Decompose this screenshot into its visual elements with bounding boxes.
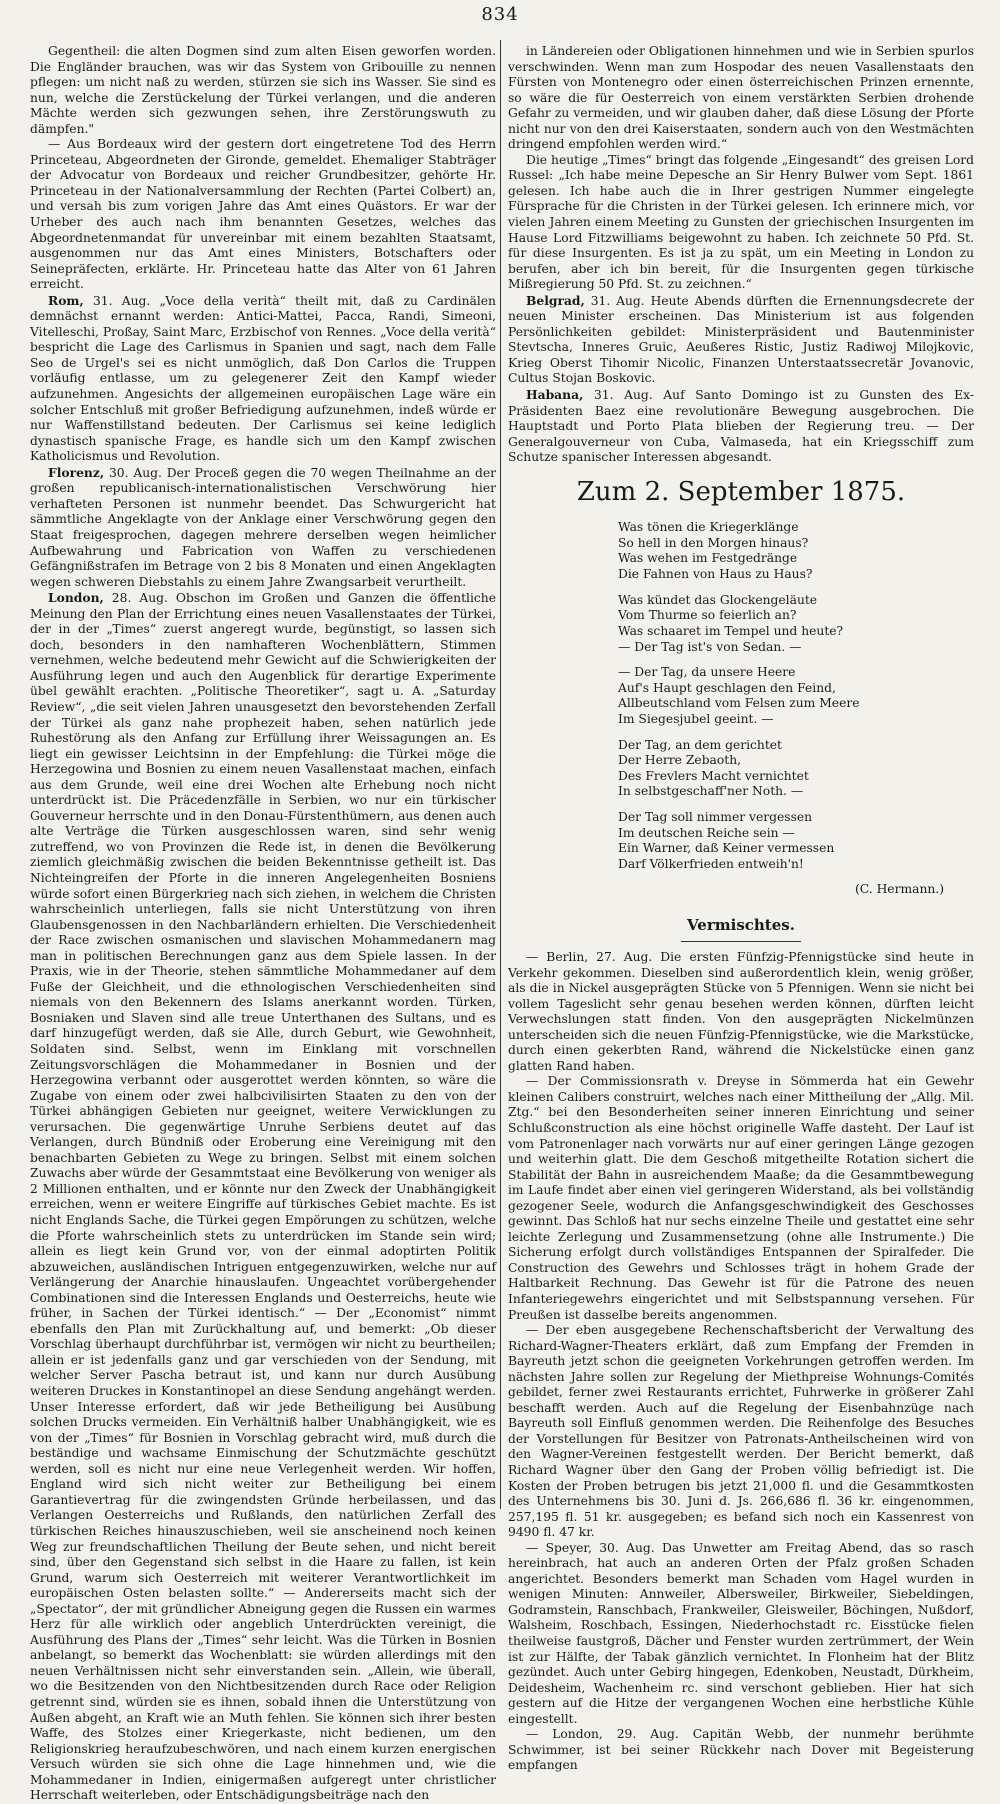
paragraph-text: — Der Commissionsrath v. Dreyse in Sömmerda hat ein Gewehr kleinen Calibers construirt, welches nach einer Mittheilung der „Allg. Mil. Ztg.“ bei den Besonderheiten seiner inneren Einrichtung und seiner Schlußconstruction als eine höchst originelle Waffe dasteht. Der Lauf ist vom Patronenlager nach vorwärts nur auf einer geringen Länge gezogen und weiterhin glatt. Die dem Geschoß mitgetheilte Rotation sichert die Stabilität der Bahn in ausreichendem Maaße; da die Gesammtbewegung im Laufe findet aber einen viel geringeren Widerstand, als bei vollständig gezogener Seele, wodurch die Anfangsgeschwindigkeit des Geschosses gewinnt. Das Schloß hat nur sechs einzelne Theile und gestattet eine sehr leichte Zerlegung und Zusammensetzung (ohne alle Instrumente.) Die Sicherung erfolgt durch vollständiges Entspannen der Spiralfeder. Die Construction des Gewehrs und Schlosses trägt in hohem Grade der Haltbarkeit Rechnung. Das Gewehr ist für die Patrone des neuen Infanteriegewehrs eingerichtet und mit Selbstspannung versehen. Für Preußen ist dasselbe bereits angenommen. bbox=[508, 1074, 974, 1322]
poem-line: Was tönen die Kriegerklänge bbox=[618, 520, 799, 535]
article-paragraph bbox=[508, 1541, 974, 1728]
paragraph-text: — Aus Bordeaux wird der gestern dort eingetretene Tod des Herrn Princeteau, Abgeordneten der Gironde, gemeldet. Ehemaliger Stabträger der Advocatur von Bordeaux und reicher Grundbesitzer, gehörte Hr. Princeteau in der Nationalversammlung der Rechten (Partei Colbert) an, und versah bis zum vorigen Jahre das Amt eines Quästors. Er war der Urheber des auch nach ihm benannten Gesetzes, welches das Abgeordnetenmandat für unvereinbar mit einem bezahlten Staatsamt, ausgenommen nur das Amt eines Ministers, Botschafters oder Seinepräfecten, erklärte. Hr. Princeteau hatte das Alter von 61 Jahren erreicht. bbox=[30, 137, 496, 292]
poem-stanza bbox=[618, 665, 974, 727]
poem-line: Was wehen im Festgedränge bbox=[618, 551, 798, 566]
right-column bbox=[508, 44, 974, 1773]
poem-line: So hell in den Morgen hinaus? bbox=[618, 535, 809, 550]
poem-stanza bbox=[618, 593, 974, 655]
poem-line: Ein Warner, daß Keiner vermessen bbox=[618, 841, 835, 856]
section-title: Vermischtes. bbox=[687, 916, 795, 934]
poem-author: (C. Hermann.) bbox=[854, 882, 944, 897]
left-column bbox=[30, 44, 496, 1803]
poem-line: Was schaaret im Tempel und heute? bbox=[618, 623, 844, 638]
paragraph-text: Gegentheil: die alten Dogmen sind zum alten Eisen geworfen worden. Die Engländer brauchen, was wir das System von Gribouille zu nennen pflegen: um nicht naß zu werden, stürzen sie sich ins Wasser. Sie sind es nun, welche die Zerstückelung der Türkei verlangen, und die anderen Mächte werden sich gezwungen sehen, ihre Zerstörungswuth zu dämpfen." bbox=[30, 44, 496, 136]
paragraph-text: 28. Aug. Obschon im Großen und Ganzen die öffentliche Meinung den Plan der Errichtung eines neuen Vasallenstaates der Türkei, der in der „Times“ zuerst angeregt wurde, begünstigt, so lassen sich doch, besonders in den namhafteren Wochenblättern, Stimmen vernehmen, welche bedeutend mehr Gewicht auf die Schwierigkeiten der Ausführung legen und auch den Augenblick für derartige Experimente übel gewählt erachten. „Politische Theoretiker“, sagt u. A. „Saturday Review“, „die seit vielen Jahren unausgesetzt den bevorstehenden Zerfall der Türkei als ganz nahe prophezeit haben, sehen natürlich jede Ruhestörung als den Anfang zur Erfüllung ihrer Weissagungen an. Es liegt ein gewisser Leichtsinn in der Empfehlung: die Türkei möge die Herzegowina und Bosnien zu einem neuen Vasallenstaat machen, einfach aus dem Grunde, weil eine drei Wochen alte Erhebung noch nicht unterdrückt ist. Die Präcedenzfälle in Serbien, wo nur ein türkischer Gouverneur herrschte und in den Donau-Fürstenthümern, aus denen auch alte Verträge die Türken ausgeschlossen waren, sind sehr wenig zutreffend, wo von Provinzen die Rede ist, in denen die Bevölkerung ziemlich gleichmäßig zwischen die beiden Bekenntnisse getheilt ist. Das Nichteingreifen der Pforte in die inneren Angelegenheiten Bosniens würde sofort einen Bürgerkrieg nach sich ziehen, in welchem die Christen wahrscheinlich unterliegen, falls sie nicht Unterstützung von ihren Glaubensgenossen in den Nachbarländern erhielten. Die Verschiedenheit der Race zwischen osmanischen und slavischen Mohammedanern mag man in politischen Berechnungen ganz aus dem Spiele lassen. In der Praxis, wie in der Theorie, stehen sämmtliche Mohammedaner auf dem Fuße der Gleichheit, und die ethnologischen Verschiedenheiten sind niemals von den Bekennern des Islams anerkannt worden. Türken, Bosniaken und Slaven sind alle treue Unterthanen des Sultans, und es darf hinzugefügt werden, daß sie Alle, durch Geburt, wie Gewohnheit, Soldaten sind. Selbst, wenn im Einklang mit vorschnellen Zeitungsvorschlägen die Mohammedaner in Bosnien und der Herzegowina verbannt oder ausgerottet werden könnten, so wäre die Zugabe von einem oder zwei halbcivilisirten Staaten zu den von der Türkei abhängigen Gebieten nur geeignet, weitere Verwicklungen zu verursachen. Die gegenwärtige Unruhe Serbiens deutet auf das Verlangen, durch Bündniß oder Eroberung eine Vereinigung mit den benachbarten Gebieten zu Wege zu bringen. Selbst mit einem solchen Zuwachs aber würde der Gesammtstaat eine Bevölkerung von weniger als 2 Millionen enthalten, und er könnte nur den Zweck der Unabhängigkeit erreichen, wenn er weitere Eingriffe auf türkisches Gebiet machte. Es ist nicht Englands Sache, die Türkei gegen Empörungen zu schützen, welche die Pforte wahrscheinlich stets zu unterdrücken im Stande sein wird; allein es liegt kein Grund vor, von der einmal adoptirten Politik abzuweichen, ausländischen Intriguen entgegenzuwirken, welche nur auf Verlängerung der Anarchie hinauslaufen. Ungeachtet vorübergehender Combinationen sind die Interessen Englands und Oesterreichs, heute wie früher, in Sachen der Türkei identisch.“ — Der „Economist“ nimmt ebenfalls den Plan mit Zurückhaltung auf, und bemerkt: „Ob dieser Vorschlag überhaupt durchführbar ist, vermögen wir nicht zu beurtheilen; allein er ist jedenfalls ganz und gar verschieden von der Sendung, mit welcher Server Pascha betraut ist, und kann nur durch Ausübung weiteren Druckes in Konstantinopel an diese Sendung angehängt werden. Unser Interesse erfordert, daß wir jede Betheiligung bei Ausübung solchen Drucks vermeiden. Ein Verhältniß halber Unabhängigkeit, wie es von der „Times“ für Bosnien in Vorschlag gebracht wird, muß durch die beständige und wachsame Einmischung der Schutzmächte geschützt werden, soll es nicht nur eine neue Verlegenheit werden. Wir hoffen, England wird sich nicht weiter zur Betheiligung bei einem Garantievertrag für die zwingendsten Gründe herbeilassen, und das Verlangen Oesterreichs und Rußlands, den natürlichen Zerfall des türkischen Reiches hinauszuschieben, weil sie anscheinend noch keinen Weg zur freundschaftlichen Theilung der Beute sehen, und nicht bereit sind, über den Gegenstand sich selbst in die Haare zu fallen, ist kein Grund, warum sich Oesterreich mit weiterer Verantwortlichkeit im europäischen Osten belasten sollte.“ — Andererseits macht sich der „Spectator“, der mit gründlicher Abneigung gegen die Russen ein warmes Herz für alle wirklich oder angeblich Unterdrückten vereinigt, die Ausführung des Plans der „Times“ sehr leicht. Was die Türken in Bosnien anbelangt, so bemerkt das Wochenblatt: sie würden allerdings mit den neuen Verhältnissen nicht sehr einverstanden sein. „Allein, wie überall, wo die Besitzenden von den Nichtbesitzenden durch Race oder Religion getrennt sind, würden sie es ihnen, sobald ihnen die Unterstützung von Außen abgeht, an Kraft wie an Muth fehlen. Sie können sich ihrer besten Waffe, des Stolzes einer Kriegerkaste, nicht bedienen, um den Religionskrieg heraufzubeschwören, und nach einem kurzen energischen Versuch würden sie sich ohne die Lage hinnehmen und, wie die Mohammedaner in Indien, einigermaßen aufgeregt unter christlicher Herrschaft weiterleben, oder Entschädigungsbeiträge nach den bbox=[30, 591, 496, 1803]
poem-title: Zum 2. September 1875. bbox=[576, 476, 906, 507]
poem-line: Im Siegesjubel geeint. — bbox=[618, 711, 774, 726]
poem bbox=[508, 520, 974, 872]
paragraph-text: — Berlin, 27. Aug. Die ersten Fünfzig-Pfennigstücke sind heute in Verkehr gekommen. Dieselben sind außerordentlich klein, wenig größer, als die in Nickel ausgeprägten Stücke von 5 Pfennigen. Wenn sie nicht bei vollem Tageslicht sehr genau besehen werden können, dürften leicht Verwechslungen statt finden. Von den ausgeprägten Nickelmünzen unterscheiden sich die neuen Fünfzig-Pfennigstücke, wie die Markstücke, durch einen gekerbten Rand, während die Nickelstücke einen ganz glatten Rand haben. bbox=[508, 949, 974, 1073]
poem-line: In selbstgeschaff'ner Noth. — bbox=[618, 784, 804, 799]
poem-line: Vom Thurme so feierlich an? bbox=[618, 608, 797, 623]
page-number: 834 bbox=[481, 4, 519, 25]
poem-line: Was kündet das Glockengeläute bbox=[618, 592, 818, 607]
paragraph-text: — Speyer, 30. Aug. Das Unwetter am Freitag Abend, das so rasch hereinbrach, hat auch an anderen Orten der Pfalz großen Schaden angerichtet. Besonders bemerkt man Schaden vom Hagel wurden in wenigen Minuten: Annweiler, Albersweiler, Birkweiler, Siebeldingen, Godramstein, Ranschbach, Frankweiler, Gleisweiler, Böchingen, Nußdorf, Walsheim, Roschbach, Essingen, Niederhochstadt rc. Eisstücke fielen theilweise faustgroß, Dächer und Fenster wurden zertrümmert, der Wein ist zur Hälfte, der Tabak gänzlich vernichtet. In Flonheim hat der Blitz gezündet. Auch unter Gebirg hingegen, Edenkoben, Neustadt, Dürkheim, Deidesheim, Wachenheim rc. sind verschont geblieben. Hier hat sich gestern auf die Hitze der vergangenen Wochen eine herbstliche Kühle eingestellt. bbox=[508, 1540, 974, 1726]
paragraph-text: — Der eben ausgegebene Rechenschaftsbericht der Verwaltung des Richard-Wagner-Theaters erklärt, daß zum Empfang der Fremden in Bayreuth jetzt schon die geeigneten Vorkehrungen getroffen werden. Im nächsten Jahre sollen zur Regelung der Miethpreise Wohnungs-Comités gebildet, ferner zwei Restaurants errichtet, Fuhrwerke in größerer Zahl beschafft werden. Auch auf die Regelung der Eisenbahnzüge nach Bayreuth soll Einfluß genommen werden. Die Reihenfolge des Besuches der Vorstellungen für Besitzer von Patronats-Antheilscheinen wird von den Wagner-Vereinen festgestellt werden. Der Bericht bemerkt, daß Richard Wagner über den Gang der Proben völlig befriedigt ist. Die Kosten der Proben betrugen bis jetzt 21,000 fl. und die Gesammtkosten des Unternehmens bis 30. Juni d. Js. 266,686 fl. 36 kr. eingenommen, 257,195 fl. 51 kr. ausgegeben; es befand sich noch ein Kassenrest von 9490 fl. 47 kr. bbox=[508, 1323, 974, 1540]
paragraph-text: 31. Aug. „Voce della verità“ theilt mit, daß zu Cardinälen demnächst ernannt werden: Antici-Mattei, Pacca, Randi, Simeoni, Vitelleschi, Proßay, Saint Marc, Erzbischof von Rennes. „Voce della verità“ bespricht die Lage des Carlismus in Spanien und sagt, nach dem Falle Seo de Urgel's sei es nicht unmöglich, daß Don Carlos die Truppen vorläufig entlasse, um zu gelegenerer Zeit den Kampf wieder aufzunehmen. Angesichts der allgemeinen europäischen Lage wäre ein solcher Entschluß mit großer Befriedigung aufzunehmen, indeß würde er nur Waffenstillstand bedeuten. Der Carlismus sei keine lediglich dynastisch spanische Frage, es handle sich um den Kampf zwischen Katholicismus und Revolution. bbox=[30, 293, 496, 464]
column-divider bbox=[500, 40, 501, 1509]
poem-line: Der Tag, an dem gerichtet bbox=[618, 737, 782, 752]
poem-line: Im deutschen Reiche sein — bbox=[618, 825, 795, 840]
article-paragraph bbox=[508, 950, 974, 1074]
dateline-place: Rom, bbox=[48, 292, 84, 308]
poem-line: — Der Tag, da unsere Heere bbox=[618, 665, 796, 680]
poem-stanza bbox=[618, 520, 974, 582]
paragraph-text: in Ländereien oder Obligationen hinnehmen und wie in Serbien spurlos verschwinden. Wenn man zum Hospodar des neuen Vasallenstaats den Fürsten von Montenegro oder einen österreichischen Prinzen ernennte, so wäre die für Oesterreich von einem verstärkten Serbien drohende Gefahr zu vermeiden, und wir glauben daher, daß diese Lösung der Pforte nicht nur von den drei Kaiserstaaten, sondern auch von den Westmächten dringend empfohlen werden wird.“ bbox=[508, 44, 974, 152]
poem-line: Des Frevlers Macht vernichtet bbox=[618, 768, 809, 783]
poem-line: Der Tag soll nimmer vergessen bbox=[618, 810, 813, 825]
poem-line: Die Fahnen von Haus zu Haus? bbox=[618, 567, 813, 582]
article-paragraph bbox=[508, 293, 974, 387]
paragraph-text: 30. Aug. Der Proceß gegen die 70 wegen Theilnahme an der großen republicanisch-internationalistischen Verschwörung hier verhafteten Personen ist nunmehr beendet. Das Schwurgericht hat sämmtliche Angeklagte von der Anklage einer Verschwörung gegen den Staat freigesprochen, dagegen mehrere derselben wegen heimlicher Aufbewahrung und Fabrication von Waffen zu verschiedenen Gefängnißstrafen im Betrage von 2 bis 8 Monaten und einen Angeklagten wegen schweren Diebstahls zu einem Jahre Zwangsarbeit verurtheilt. bbox=[30, 465, 496, 589]
poem-line: Auf's Haupt geschlagen den Feind, bbox=[618, 680, 836, 695]
article-paragraph bbox=[30, 293, 496, 465]
paragraph-text: 31. Aug. Auf Santo Domingo ist zu Gunsten des Ex-Präsidenten Baez eine revolutionäre Bewegung ausgebrochen. Die Hauptstadt und Porto Plata blieben der Regierung treu. — Der Generalgouverneur von Cuba, Valmaseda, hat ein Kriegsschiff zum Schutze spanischer Interessen abgesandt. bbox=[508, 388, 974, 465]
paragraph-text: 31. Aug. Heute Abends dürften die Ernennungsdecrete der neuen Minister erscheinen. Das Ministerium ist aus folgenden Persönlichkeiten gebildet: Ministerpräsident und Bautenminister Stevtscha, Inneres Gruic, Aeußeres Ristic, Justiz Radiwoj Milojkovic, Krieg Oberst Tihomir Nicolic, Finanzen Unterstaatssecretär Jovanovic, Cultus Stojan Boskovic. bbox=[508, 293, 974, 386]
article-paragraph bbox=[508, 1727, 974, 1774]
article-paragraph bbox=[508, 1323, 974, 1541]
dateline-place: Belgrad, bbox=[526, 292, 585, 308]
article-paragraph bbox=[508, 1074, 974, 1323]
article-paragraph bbox=[30, 44, 496, 137]
article-paragraph bbox=[30, 465, 496, 590]
poem-stanza bbox=[618, 738, 974, 800]
poem-line: — Der Tag ist's von Sedan. — bbox=[618, 639, 802, 654]
article-paragraph bbox=[508, 44, 974, 153]
dateline-place: Habana, bbox=[526, 387, 584, 403]
section-rule bbox=[681, 941, 801, 942]
poem-line: Darf Völkerfrieden entweih'n! bbox=[618, 856, 804, 871]
news-block-bottom bbox=[508, 950, 974, 1774]
paragraph-text: — London, 29. Aug. Capitän Webb, der nunmehr berühmte Schwimmer, ist bei seiner Rückkehr nach Dover mit Begeisterung empfangen bbox=[508, 1727, 974, 1773]
article-paragraph bbox=[508, 387, 974, 466]
poem-line: Allbeutschland vom Felsen zum Meere bbox=[618, 696, 860, 711]
paragraph-text: Die heutige „Times“ bringt das folgende „Eingesandt“ des greisen Lord Russel: „Ich habe meine Depesche an Sir Henry Bulwer vom Sept. 1861 gelesen. Ich habe auch die in Ihrer gestrigen Nummer eingelegte Fürsprache für die Christen in der Türkei gelesen. Ich erinnere mich, vor vielen Jahren einem Meeting zu Gunsten der griechischen Insurgenten im Hause Lord Fitzwilliams beigewohnt zu haben. Ich zeichnete 50 Pfd. St. für diese Insurgenten. Es ist ja zu spät, um ein Meeting in London zu berufen, aber ich bin bereit, für die Insurgenten gegen türkische Mißregierung 50 Pfd. St. zu zeichnen.“ bbox=[508, 152, 974, 292]
article-paragraph bbox=[30, 137, 496, 292]
poem-line: Der Herre Zebaoth, bbox=[618, 753, 742, 768]
dateline-place: Florenz, bbox=[48, 464, 105, 480]
poem-stanza bbox=[618, 810, 974, 872]
news-block-top bbox=[508, 44, 974, 466]
article-paragraph bbox=[508, 153, 974, 293]
article-paragraph bbox=[30, 590, 496, 1804]
dateline-place: London, bbox=[48, 590, 104, 606]
